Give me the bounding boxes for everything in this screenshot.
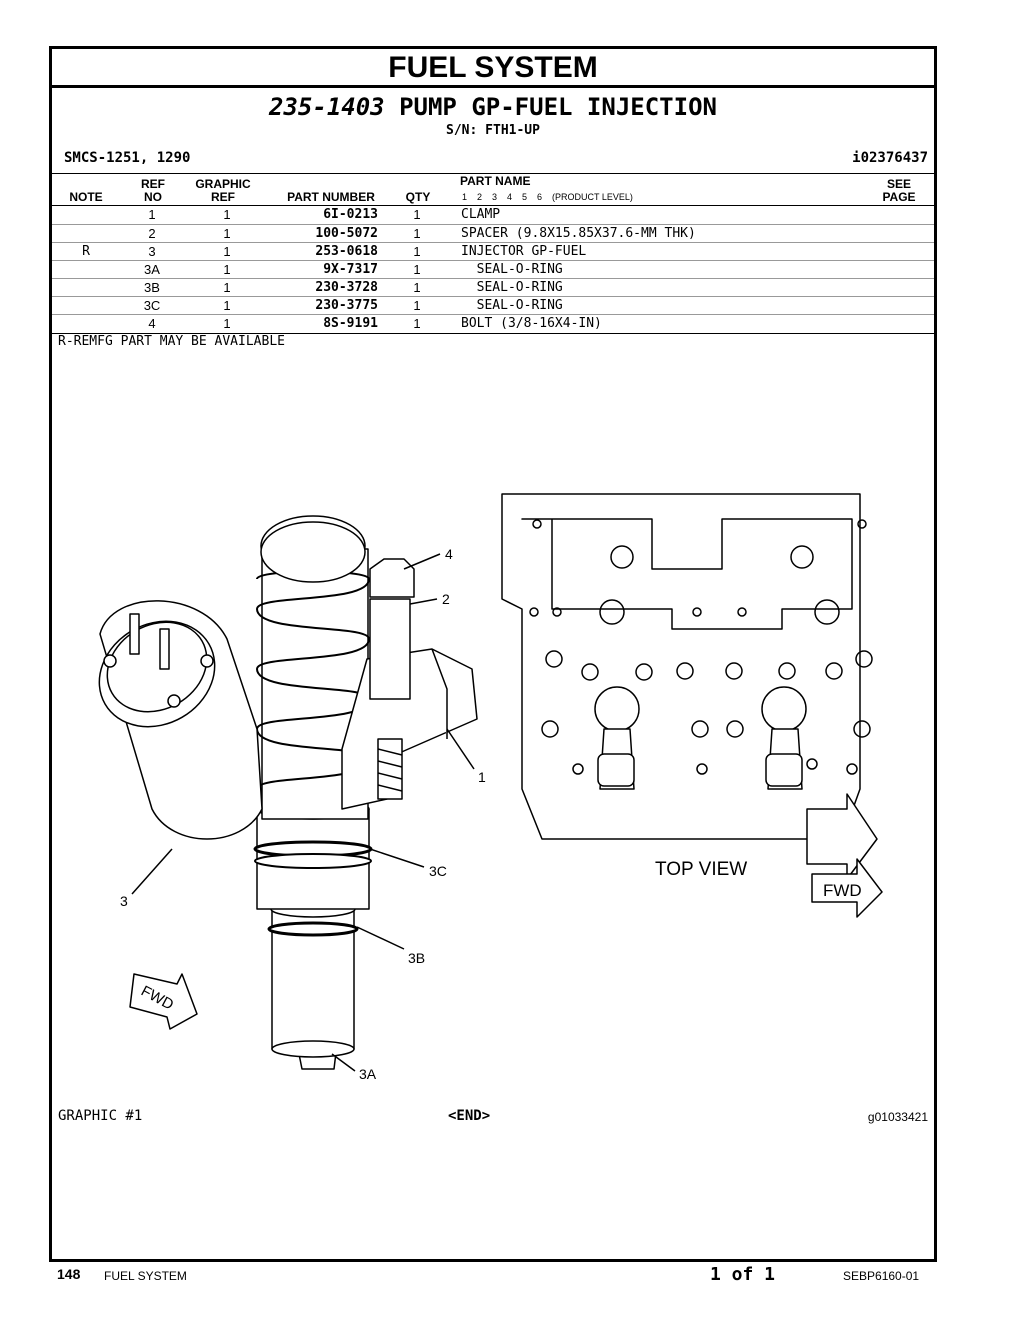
- cell-qty: 1: [413, 226, 421, 241]
- cell-ref: 3C: [143, 298, 161, 313]
- cell-qty: 1: [413, 262, 421, 277]
- cell-part-name: SEAL-O-RING: [461, 262, 563, 277]
- cell-part-number: 6I-0213: [323, 207, 378, 222]
- cell-ref: 4: [148, 316, 156, 331]
- header-note: NOTE: [69, 190, 103, 204]
- header-product-levels: 1 2 3 4 5 6 (PRODUCT LEVEL): [462, 192, 633, 202]
- cell-qty: 1: [413, 280, 421, 295]
- cell-ref: 3B: [144, 280, 160, 295]
- cell-qty: 1: [413, 298, 421, 313]
- cell-part-number: 9X-7317: [323, 262, 378, 277]
- part-number-title: 235-1403: [269, 93, 385, 121]
- injector-top-view-right: [762, 687, 806, 731]
- cell-ref: 1: [148, 207, 156, 222]
- cell-part-number: 100-5072: [315, 226, 378, 241]
- cell-graphic-ref: 1: [223, 226, 231, 241]
- cell-ref: 2: [148, 226, 156, 241]
- cell-ref: 3: [148, 244, 156, 259]
- cell-qty: 1: [413, 316, 421, 331]
- injector-top-view-left: [595, 687, 639, 731]
- illustration-id: i02376437: [852, 150, 928, 166]
- page-frame: [49, 46, 937, 1262]
- seal-3c-b: [255, 854, 371, 868]
- part-name-title: PUMP GP-FUEL INJECTION: [399, 93, 717, 121]
- header-graphic-bottom: REF: [211, 190, 235, 204]
- callout-1: 1: [478, 769, 486, 785]
- header-ref-top: REF: [141, 177, 165, 191]
- cell-part-name: SEAL-O-RING: [461, 298, 563, 313]
- parts-illustration: [52, 49, 934, 1259]
- cell-part-name: CLAMP: [461, 207, 501, 222]
- cell-part-number: 230-3775: [315, 298, 378, 313]
- serial-number: S/N: FTH1-UP: [446, 123, 540, 138]
- section-title: FUEL SYSTEM: [52, 49, 934, 88]
- document-id: SEBP6160-01: [843, 1269, 920, 1283]
- cell-ref: 3A: [144, 262, 160, 277]
- cell-part-name: SEAL-O-RING: [461, 280, 563, 295]
- cell-graphic-ref: 1: [223, 207, 231, 222]
- cell-graphic-ref: 1: [223, 316, 231, 331]
- cell-graphic-ref: 1: [223, 244, 231, 259]
- fwd-label-bottom: FWD: [138, 982, 177, 1014]
- cell-part-name: INJECTOR GP-FUEL: [461, 244, 587, 259]
- page-of: 1 of 1: [710, 1264, 776, 1285]
- end-label: <END>: [448, 1108, 491, 1124]
- header-graphic-top: GRAPHIC: [195, 177, 251, 191]
- header-ref-bottom: NO: [144, 190, 162, 204]
- header-see-top: SEE: [886, 177, 911, 191]
- callout-3: 3: [120, 893, 128, 909]
- header-qty: QTY: [405, 190, 431, 204]
- cell-part-name: SPACER (9.8X15.85X37.6-MM THK): [461, 226, 696, 241]
- spacer: [370, 599, 410, 699]
- top-view-label: TOP VIEW: [655, 859, 748, 880]
- callout-3c: 3C: [429, 863, 447, 879]
- cell-qty: 1: [413, 244, 421, 259]
- callout-3b: 3B: [408, 950, 426, 966]
- smcs-code: SMCS-1251, 1290: [64, 150, 191, 166]
- footer-section: FUEL SYSTEM: [104, 1269, 187, 1283]
- header-see-bottom: PAGE: [882, 190, 916, 204]
- header-part-name: PART NAME: [460, 174, 531, 188]
- footnote: R-REMFG PART MAY BE AVAILABLE: [58, 334, 285, 349]
- cell-note: R: [82, 244, 90, 259]
- cell-part-number: 230-3728: [315, 280, 378, 295]
- cell-part-number: 8S-9191: [323, 316, 378, 331]
- cell-qty: 1: [413, 207, 421, 222]
- callout-2: 2: [442, 591, 450, 607]
- callout-4: 4: [445, 546, 453, 562]
- fwd-label-top: FWD: [823, 881, 862, 900]
- bolt-head: [370, 559, 414, 597]
- cell-part-name: BOLT (3/8-16X4-IN): [461, 316, 602, 331]
- cell-graphic-ref: 1: [223, 280, 231, 295]
- page-number: 148: [57, 1266, 81, 1282]
- cell-part-number: 253-0618: [315, 244, 378, 259]
- graphic-id: g01033421: [867, 1110, 928, 1124]
- seal-3b: [269, 923, 357, 935]
- graphic-label: GRAPHIC #1: [58, 1108, 143, 1124]
- header-part-number: PART NUMBER: [287, 190, 375, 204]
- cell-graphic-ref: 1: [223, 298, 231, 313]
- cell-graphic-ref: 1: [223, 262, 231, 277]
- callout-3a: 3A: [359, 1066, 377, 1082]
